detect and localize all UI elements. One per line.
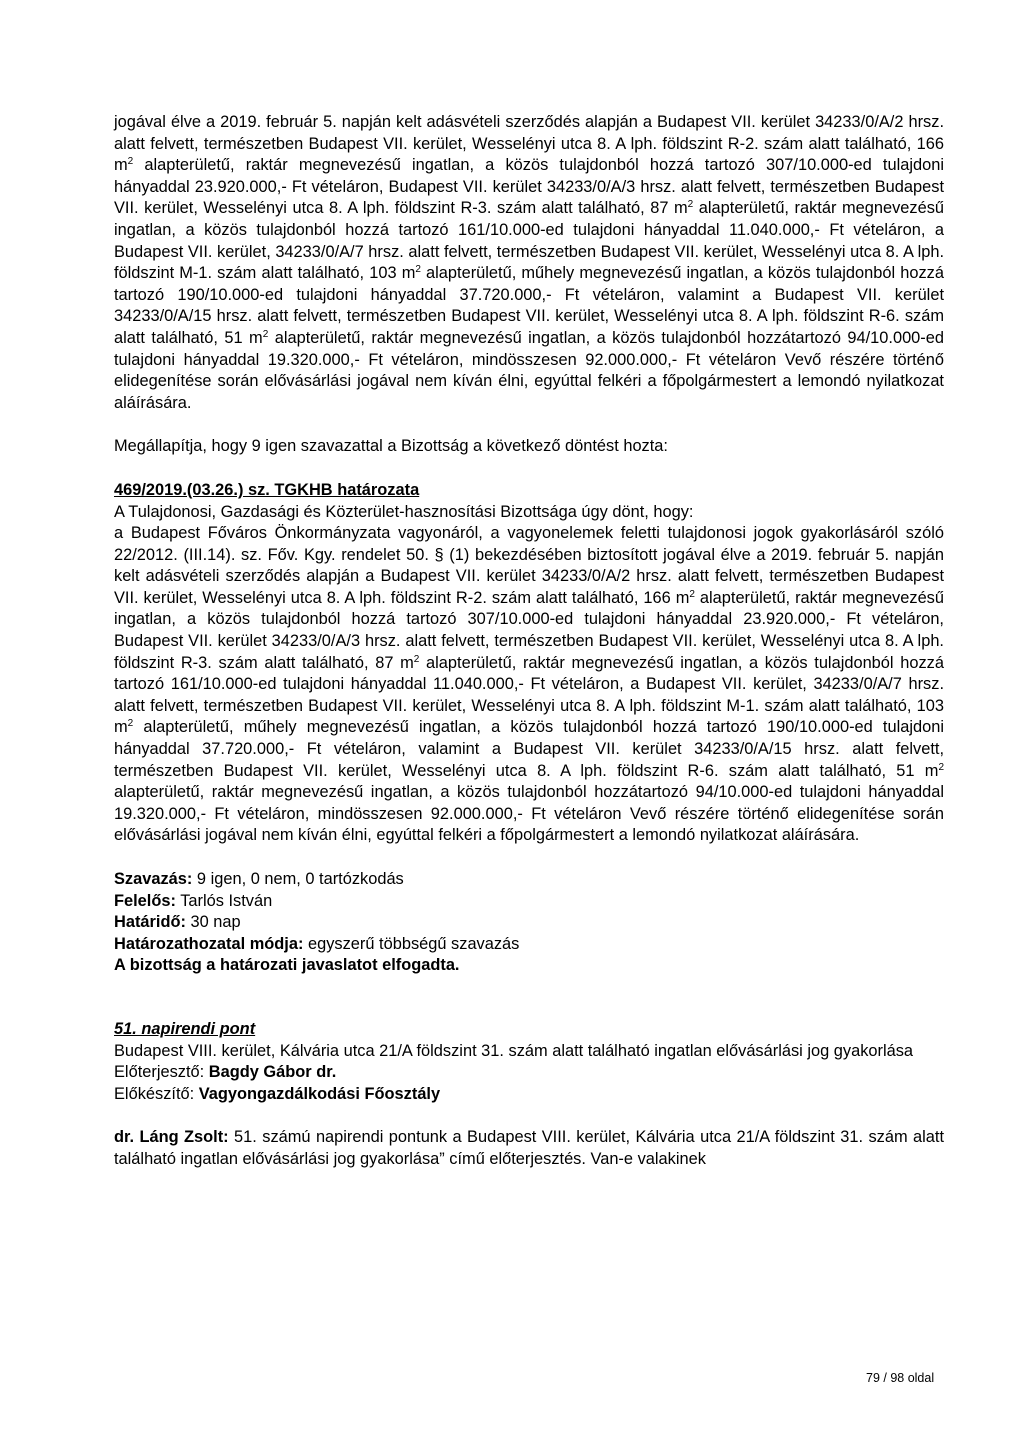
resolution-body	[114, 523, 944, 847]
deadline-line	[114, 912, 944, 934]
paragraph-continuation	[114, 112, 944, 414]
vote-label: Szavazás:	[114, 870, 193, 888]
text-run: alapterületű, raktár megnevezésű ingatlan, a közös tulajdonból hozzátartozó 94/10.000-ed tulajdoni hányaddal 19.320.000,- Ft vételáron, mindösszesen 92.000.000,- Ft vételáron Vevő részére történő elidegenítése során elővásárlási jogával nem kíván élni, egyúttal felkéri a főpolgármestert a lemondó nyilatkozat aláírására.	[114, 328, 944, 412]
speech-text: 51. számú napirendi pontunk a Budapest VIII. kerület, Kálvária utca 21/A földszint 31. szám alatt található ingatlan elővásárlási jog gyakorlása” című előterjesztés. Van-e valakinek	[114, 1128, 944, 1168]
responsible-value: Tarlós István	[175, 891, 273, 910]
document-page	[114, 112, 944, 1171]
page-number: 79 / 98 oldal	[866, 1371, 935, 1385]
text-run: alapterületű, raktár megnevezésű ingatlan, a közös tulajdonból hozzá tartozó 307/10.000-ed tulajdoni hányaddal 23.920.000,- Ft vételáron, Budapest VII. kerület 34233/0/A/3 hrsz. alatt felvett, természetben Budapest VII. kerület, Wesselényi utca 8. A lph. földszint R-3. szám alatt található, 87 m	[114, 156, 944, 218]
method-value: egyszerű többségű szavazás	[303, 934, 520, 953]
superscript: 2	[127, 718, 134, 730]
text-run: alapterületű, raktár megnevezésű ingatlan, a közös tulajdonból hozzá tartozó 307/10.000-ed tulajdoni hányaddal 23.920.000,- Ft vételáron, Budapest VII. kerület 34233/0/A/3 hrsz. alatt felvett, természetben Budapest VII. kerület, Wesselényi utca 8. A lph. földszint R-3. szám alatt található, 87 m	[114, 588, 944, 672]
preparer-label: Előkészítő:	[114, 1084, 199, 1103]
text-run: jogával élve a 2019. február 5. napján kelt adásvételi szerződés alapján a Budapest VII. kerület 34233/0/A/2 hrsz. alatt felvett, természetben Budapest VII. kerület, Wesselényi utca 8. A lph. földszint R-2. szám alatt található, 166 m	[114, 113, 944, 175]
presenter-label: Előterjesztő:	[114, 1063, 209, 1082]
superscript: 2	[687, 199, 694, 211]
preparer-line	[114, 1084, 944, 1106]
responsible-line	[114, 891, 944, 913]
vote-statement: Megállapítja, hogy 9 igen szavazattal a Bizottság a következő döntést hozta:	[114, 437, 668, 456]
superscript: 2	[415, 264, 421, 276]
superscript: 2	[262, 328, 269, 340]
superscript: 2	[689, 588, 695, 600]
responsible-label: Felelős:	[114, 891, 176, 910]
presenter-name: Bagdy Gábor dr.	[208, 1063, 337, 1082]
method-line	[114, 934, 944, 956]
presenter-line	[114, 1062, 944, 1084]
deadline-label: Határidő:	[114, 913, 186, 932]
agenda-title: 51. napirendi pont	[114, 1019, 256, 1038]
agenda-subject: Budapest VIII. kerület, Kálvária utca 21/A földszint 31. szám alatt található ingatlan elővásárlási jog gyakorlása	[114, 1041, 914, 1060]
text-run: alapterületű, raktár megnevezésű ingatlan, a közös tulajdonból hozzá tartozó 161/10.000-ed tulajdoni hányaddal 11.040.000,- Ft vételáron, a Budapest VII. kerület, 34233/0/A/7 hrsz. alatt felvett, természetben Budapest VII. kerület, Wesselényi utca 8. A lph. földszint M-1. szám alatt található, 103 m	[114, 653, 944, 737]
vote-line	[114, 869, 944, 891]
text-run: alapterületű, raktár megnevezésű ingatlan, a közös tulajdonból hozzátartozó 94/10.000-ed tulajdoni hányaddal 19.320.000,- Ft vételáron, mindösszesen 92.000.000,- Ft vételáron Vevő részére történő elidegenítése során elővásárlási jogával nem kíván élni, egyúttal felkéri a főpolgármestert a lemondó nyilatkozat aláírására.	[114, 783, 944, 845]
text-run: alapterületű, raktár megnevezésű ingatlan, a közös tulajdonból hozzá tartozó 161/10.000-ed tulajdoni hányaddal 11.040.000,- Ft vételáron, a Budapest VII. kerület, 34233/0/A/7 hrsz. alatt felvett, természetben Budapest VII. kerület, Wesselényi utca 8. A lph. földszint M-1. szám alatt található, 103 m	[114, 199, 945, 283]
superscript: 2	[127, 156, 134, 168]
accepted-line: A bizottság a határozati javaslatot elfogadta.	[114, 956, 460, 975]
speech-paragraph	[114, 1127, 944, 1170]
vote-value: 9 igen, 0 nem, 0 tartózkodás	[192, 870, 404, 888]
preparer-name: Vagyongazdálkodási Főosztály	[198, 1084, 441, 1103]
speaker-name: dr. Láng Zsolt:	[114, 1128, 229, 1147]
superscript: 2	[413, 653, 420, 665]
text-run: alapterületű, műhely megnevezésű ingatlan, a közös tulajdonból hozzá tartozó 190/10.000-ed tulajdoni hányaddal 37.720.000,- Ft vételáron, valamint a Budapest VII. kerület 34233/0/A/15 hrsz. alatt felvett, természetben Budapest VII. kerület, Wesselényi utca 8. A lph. földszint R-6. szám alatt található, 51 m	[114, 718, 944, 780]
deadline-value: 30 nap	[185, 913, 241, 932]
resolution-title: 469/2019.(03.26.) sz. TGKHB határozata	[114, 480, 420, 499]
resolution-intro: A Tulajdonosi, Gazdasági és Közterület-hasznosítási Bizottsága úgy dönt, hogy:	[114, 502, 694, 521]
text-run: alapterületű, műhely megnevezésű ingatlan, a közös tulajdonból hozzá tartozó 190/10.000-ed tulajdoni hányaddal 37.720.000,- Ft vételáron, valamint a Budapest VII. kerület 34233/0/A/15 hrsz. alatt felvett, természetben Budapest VII. kerület, Wesselényi utca 8. A lph. földszint R-6. szám alatt található, 51 m	[114, 264, 944, 347]
superscript: 2	[938, 761, 944, 773]
text-run: a Budapest Főváros Önkormányzata vagyonáról, a vagyonelemek feletti tulajdonosi jogok gyakorlásáról szóló 22/2012. (III.14). sz. Főv. Kgy. rendelet 50. § (1) bekezdésében biztosított jogával élve a 2019. február 5. napján kelt adásvételi szerződés alapján a Budapest VII. kerület 34233/0/A/2 hrsz. alatt felvett, természetben Budapest VII. kerület, Wesselényi utca 8. A lph. földszint R-2. szám alatt található, 166 m	[114, 524, 944, 607]
method-label: Határozathozatal módja:	[114, 934, 304, 953]
